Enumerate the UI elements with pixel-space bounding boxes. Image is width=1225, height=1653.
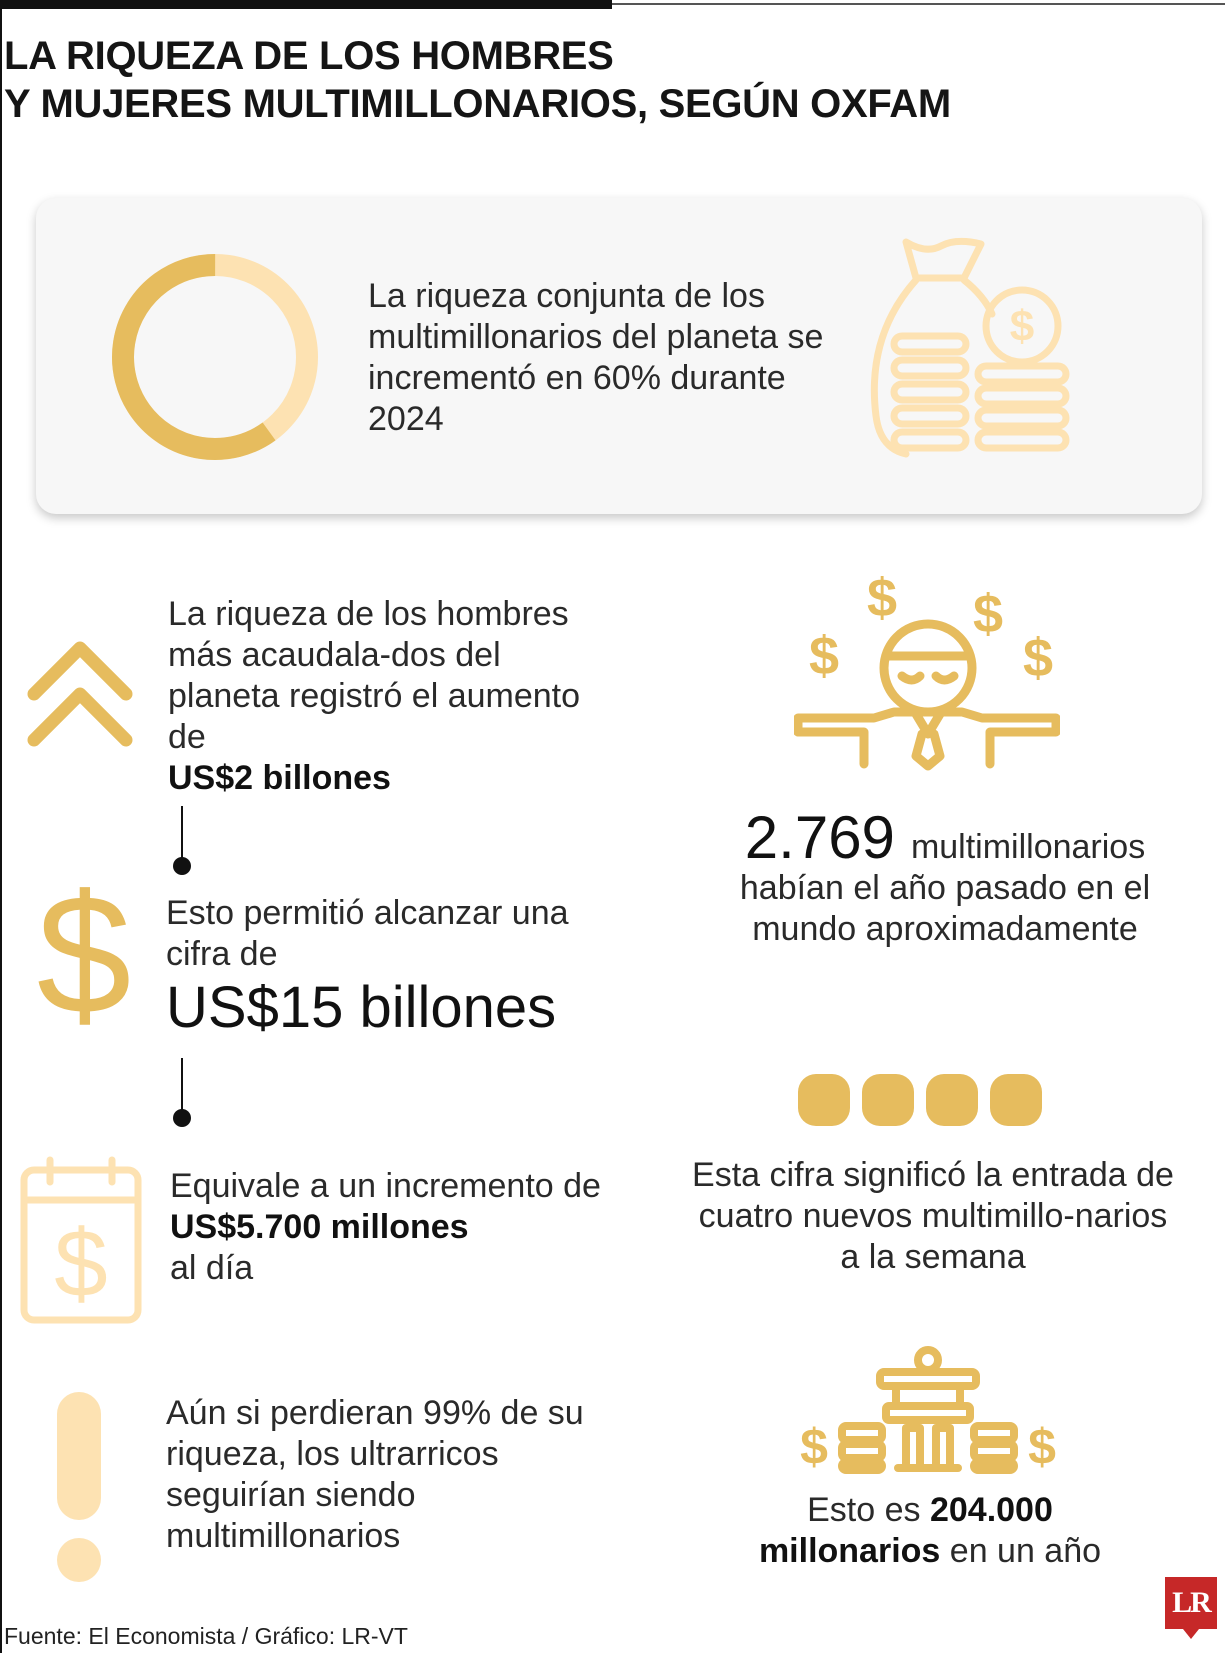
svg-text:$: $ bbox=[972, 584, 1004, 644]
block2-text: Esto permitió alcanzar una cifra de bbox=[166, 894, 569, 973]
yearly-prefix: Esto es bbox=[807, 1491, 921, 1529]
exclamation-icon bbox=[54, 1392, 104, 1584]
block-daily-increase bbox=[170, 1166, 610, 1289]
block-ultra-rich: Aún si perdieran 99% de su riqueza, los ultrarricos seguirían siendo multimillonarios bbox=[166, 1394, 584, 1555]
svg-text:$: $ bbox=[808, 626, 840, 686]
svg-text:$: $ bbox=[1028, 1419, 1056, 1474]
title-line-2: Y MUJERES MULTIMILLONARIOS, SEGÚN OXFAM bbox=[4, 82, 951, 126]
block2-highlight: US$15 billones bbox=[166, 975, 557, 1040]
left-rule bbox=[0, 9, 2, 1653]
connector-2 bbox=[172, 1058, 192, 1128]
four-blocks-icon bbox=[798, 1072, 1058, 1130]
lr-logo: LR bbox=[1165, 1577, 1217, 1629]
svg-text:$: $ bbox=[866, 568, 898, 628]
dollar-sign-icon: $ bbox=[36, 860, 132, 1050]
yearly-suffix: en un año bbox=[949, 1532, 1102, 1570]
page-title bbox=[4, 32, 1004, 128]
stat-unit: multimillonarios bbox=[910, 828, 1146, 866]
billionaires-stat bbox=[700, 804, 1190, 950]
title-line-1: LA RIQUEZA DE LOS HOMBRES bbox=[4, 34, 614, 78]
week-block bbox=[990, 1074, 1042, 1126]
svg-text:$: $ bbox=[54, 1210, 108, 1317]
source-credit: Fuente: El Economista / Gráfico: LR-VT bbox=[4, 1623, 408, 1649]
block1-text: La riqueza de los hombres más acaudala-dos del planeta registró el aumento de bbox=[168, 595, 581, 756]
block-wealth-increase bbox=[168, 594, 608, 799]
calendar-dollar-icon bbox=[18, 1156, 144, 1326]
stat-number: 2.769 bbox=[744, 804, 895, 871]
svg-text:$: $ bbox=[1022, 628, 1054, 688]
week-block bbox=[798, 1074, 850, 1126]
top-rule-thick bbox=[0, 0, 612, 9]
block3-text-before: Equivale a un incremento de bbox=[170, 1167, 601, 1205]
weekly-text: Esta cifra significó la entrada de cuatro nuevos multimillo-narios a la semana bbox=[692, 1156, 1174, 1276]
double-chevron-up-icon bbox=[24, 636, 136, 752]
yearly-bold-word: millonarios bbox=[758, 1532, 941, 1570]
week-block bbox=[862, 1074, 914, 1126]
week-block bbox=[926, 1074, 978, 1126]
block3-text-after: al día bbox=[170, 1249, 254, 1287]
yearly-text bbox=[700, 1490, 1160, 1572]
yearly-number: 204.000 bbox=[929, 1491, 1053, 1529]
svg-text:$: $ bbox=[1009, 302, 1035, 351]
top-rule-thin bbox=[612, 3, 1225, 5]
block1-highlight: US$2 billones bbox=[168, 759, 391, 797]
connector-1 bbox=[172, 806, 192, 876]
donut-segment bbox=[100, 242, 330, 472]
card-text: La riqueza conjunta de los multimillonarios del planeta se incrementó en 60% durante 2024 bbox=[368, 277, 824, 438]
scales-coins-icon bbox=[794, 1344, 1062, 1474]
businessman-dollars-icon bbox=[794, 564, 1060, 776]
money-bag-coins-icon bbox=[866, 236, 1076, 461]
block-total-wealth bbox=[166, 893, 606, 1041]
block3-highlight: US$5.700 millones bbox=[170, 1208, 469, 1246]
growth-donut-chart bbox=[100, 242, 330, 472]
svg-text:$: $ bbox=[800, 1419, 828, 1474]
stat-text: habían el año pasado en el mundo aproximadamente bbox=[739, 869, 1151, 948]
